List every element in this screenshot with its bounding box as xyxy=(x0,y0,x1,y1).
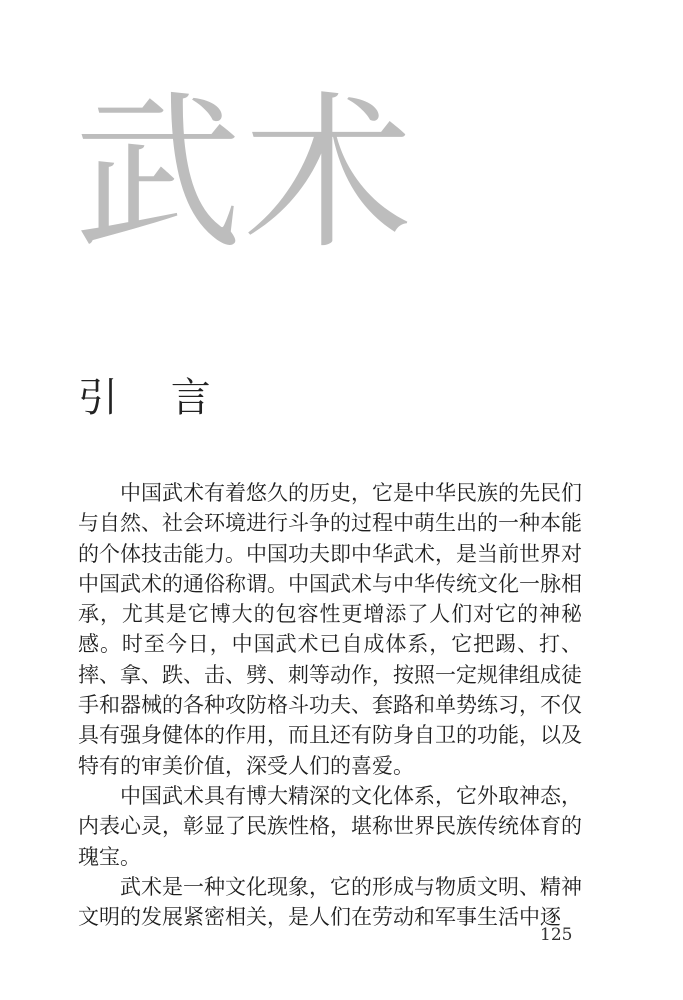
paragraph: 中国武术具有博大精深的文化体系，它外取神态，内表心灵，彰显了民族性格，堪称世界民族传统体育的瑰宝。 xyxy=(78,783,582,869)
chapter-title: 武术 xyxy=(74,76,414,272)
page-number: 125 xyxy=(540,925,573,945)
paragraph: 中国武术有着悠久的历史，它是中华民族的先民们与自然、社会环境进行斗争的过程中萌生出的一种本能的个体技击能力。中国功夫即中华武术，是当前世界对中国武术的通俗称谓。中国武术与中华传统文化一脉相承，尤其是它博大的包容性更增添了人们对它的神秘感。时至今日，中国武术已自成体系，它把踢、打、摔、拿、跌、击、劈、刺等动作，按照一定规律组成徒手和器械的各种攻防格斗功夫、套路和单势练习，不仅具有强身健体的作用，而且还有防身自卫的功能，以及特有的审美价值，深受人们的喜爱。 xyxy=(78,481,582,778)
body-text xyxy=(78,478,582,932)
paragraph: 武术是一种文化现象，它的形成与物质文明、精神文明的发展紧密相关，是人们在劳动和军事生活中逐 xyxy=(78,874,582,930)
section-heading: 引 言 xyxy=(78,375,231,421)
